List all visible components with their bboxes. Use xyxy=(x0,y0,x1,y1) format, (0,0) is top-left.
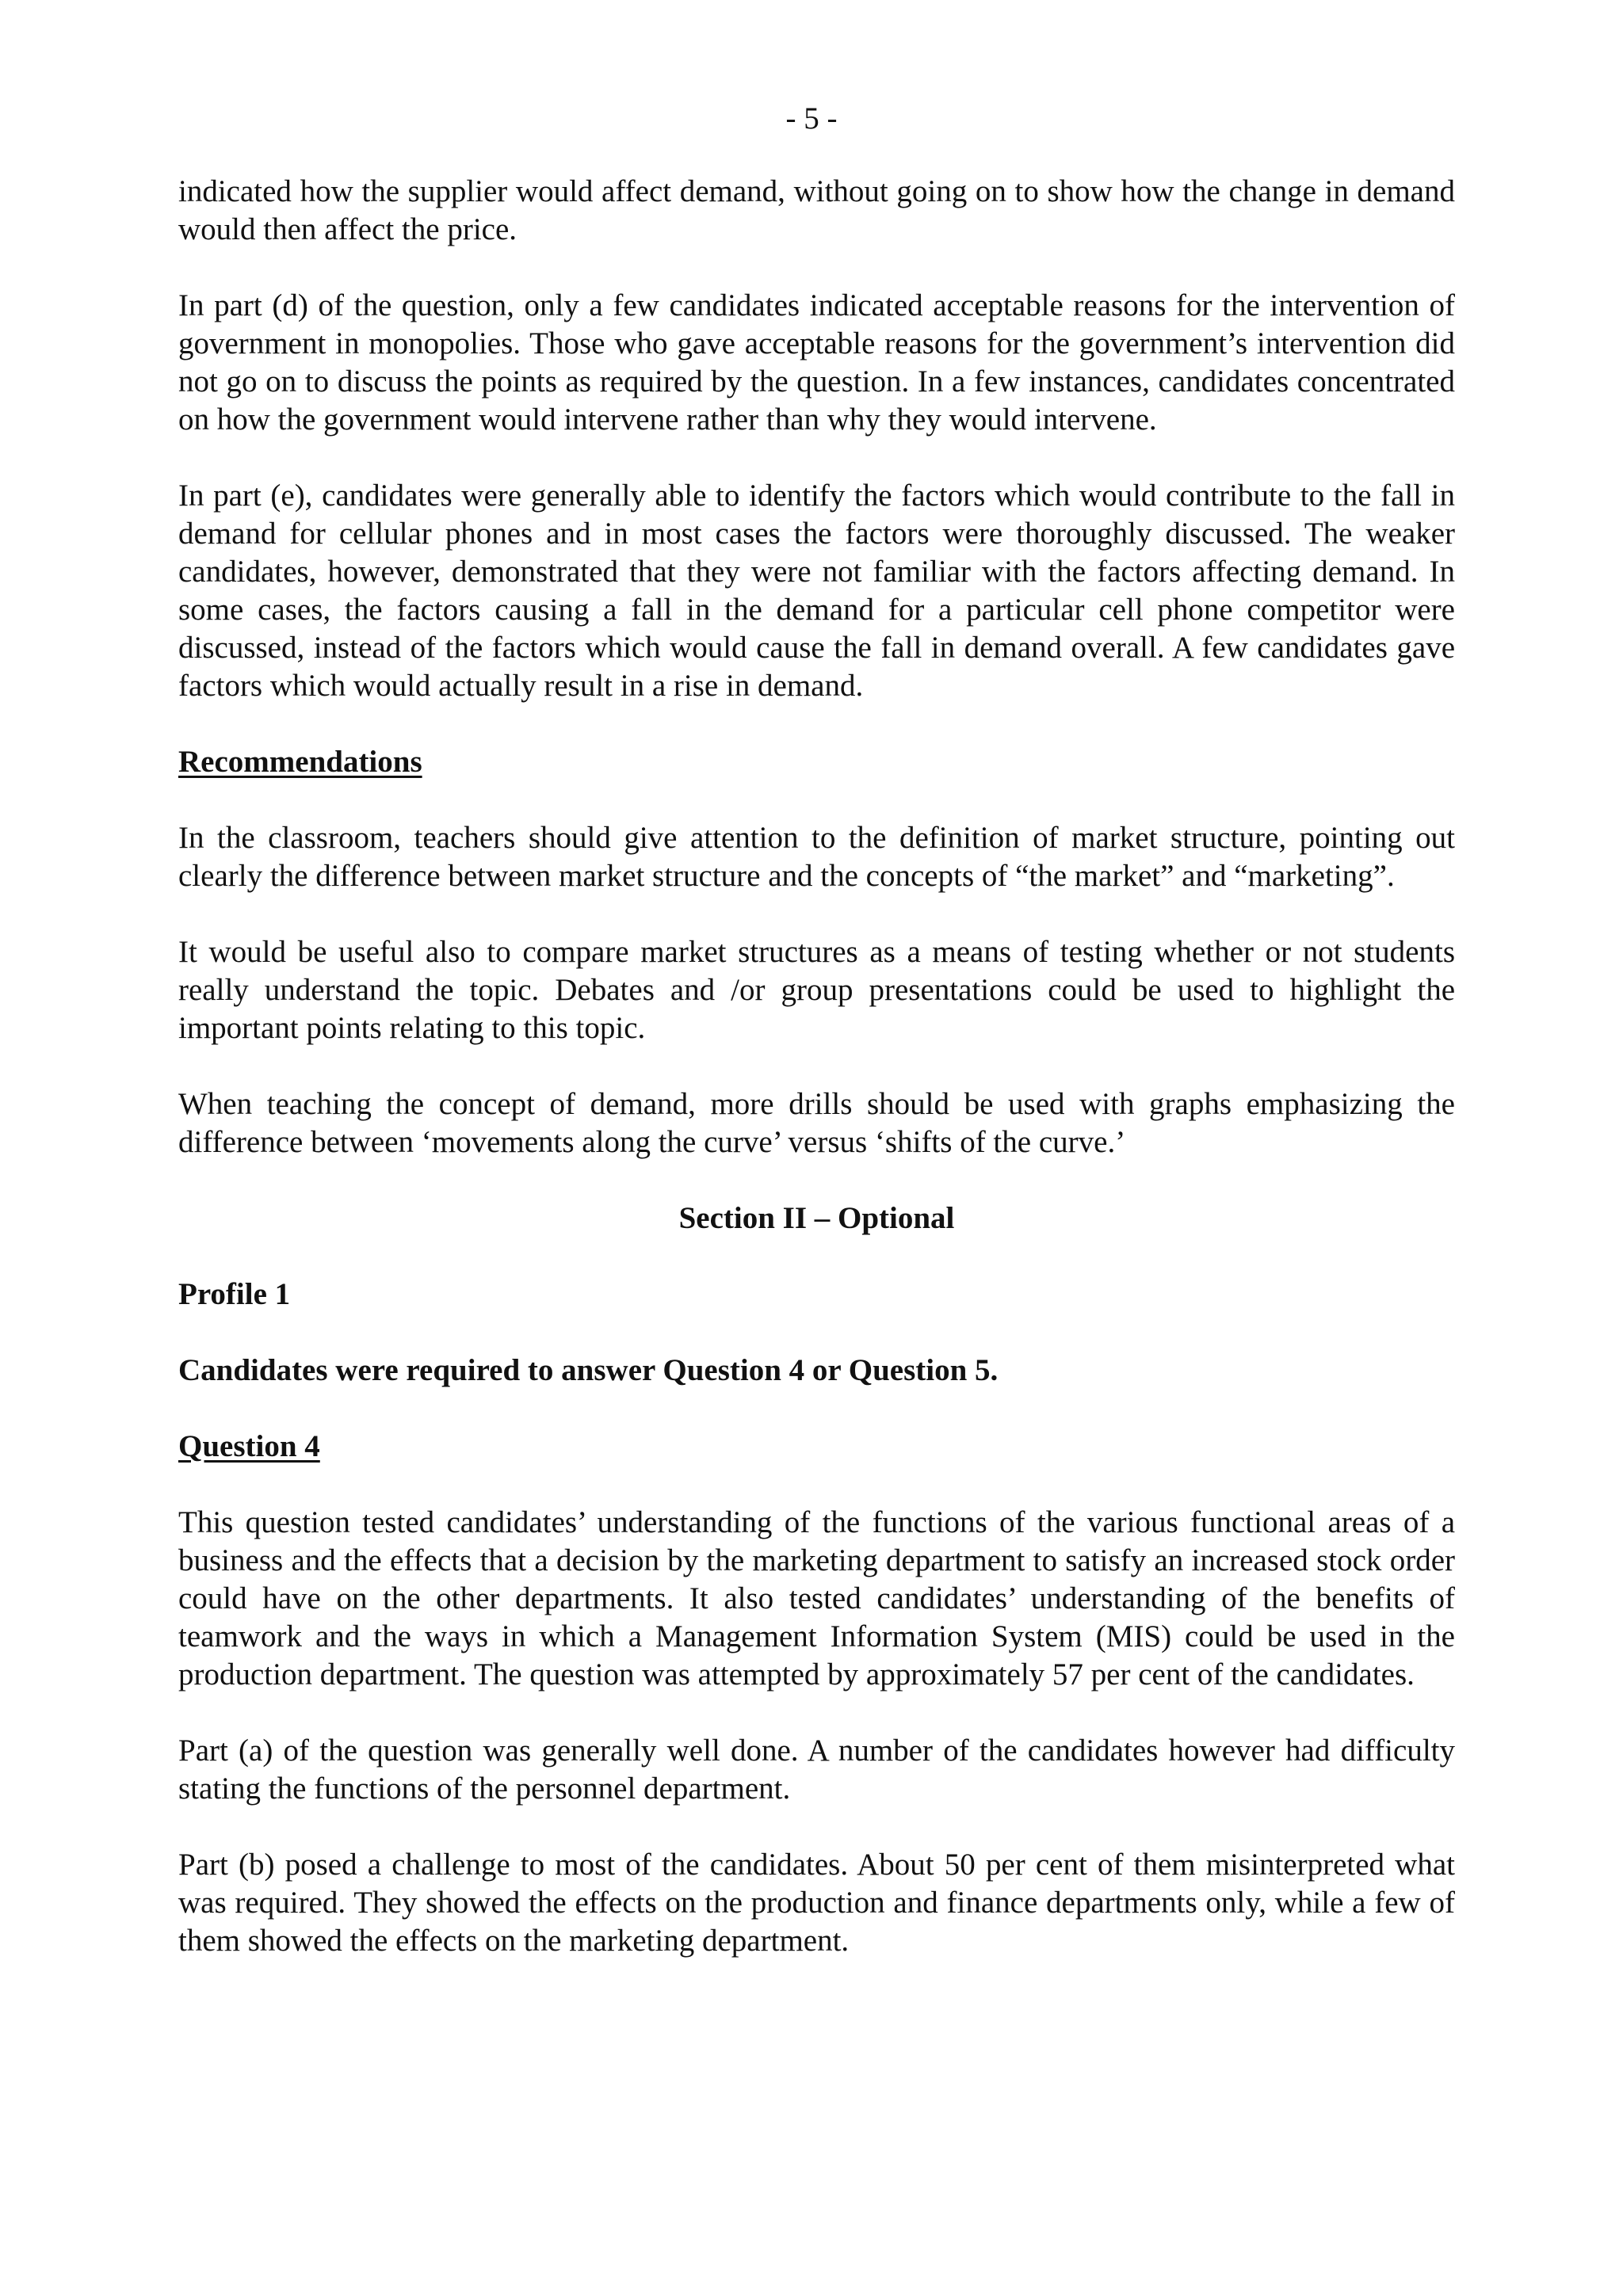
paragraph-part-e: In part (e), candidates were generally able to identify the factors which would contribute to the fall in demand for cellular phones and in most cases the factors were thoroughly discussed. The weaker candidates, however, demonstrated that they were not familiar with the factors affecting demand. In some cases, the factors causing a fall in the demand for a particular cell phone competitor were discussed, instead of the factors which would cause the fall in demand overall. A few candidates gave factors which would actually result in a rise in demand. xyxy=(178,479,1455,703)
paragraph-demand-price: indicated how the supplier would affect demand, without going on to show how the change in demand would then affect the price. xyxy=(178,174,1455,246)
paragraph-compare-structures: It would be useful also to compare market structures as a means of testing whether or not students really understand the topic. Debates and /or group presentations could be used to highlight the important points relating to this topic. xyxy=(178,935,1455,1045)
paragraph-part-a: Part (a) of the question was generally well done. A number of the candidates however had difficulty stating the functions of the personnel department. xyxy=(178,1733,1455,1806)
paragraph-market-structure: In the classroom, teachers should give attention to the definition of market structure, pointing out clearly the difference between market structure and the concepts of “the market” and “marketing”. xyxy=(178,821,1455,893)
instruction-heading: Candidates were required to answer Question 4 or Question 5. xyxy=(178,1353,999,1387)
paragraph-demand-drills: When teaching the concept of demand, more drills should be used with graphs emphasizing the difference between ‘movements along the curve’ versus ‘shifts of the curve.’ xyxy=(178,1087,1455,1159)
document-body xyxy=(178,173,1455,1960)
paragraph-question-overview: This question tested candidates’ understanding of the functions of the various functional areas of a business and the effects that a decision by the marketing department to satisfy an increased stock order could have on the other departments. It also tested candidates’ understanding of the benefits of teamwork and the ways in which a Management Information System (MIS) could be used in the production department. The question was attempted by approximately 57 per cent of the candidates. xyxy=(178,1505,1455,1691)
question-heading-text: Question 4 xyxy=(178,1429,320,1463)
paragraph-part-d: In part (d) of the question, only a few candidates indicated acceptable reasons for the intervention of government in monopolies. Those who gave acceptable reasons for the government’s intervention did not go on to discuss the points as required by the question. In a few instances, candidates concentrated on how the government would intervene rather than why they would intervene. xyxy=(178,288,1455,437)
recommendations-heading xyxy=(178,743,1455,781)
recommendations-heading-text: Recommendations xyxy=(178,745,422,779)
question-heading xyxy=(178,1428,1455,1466)
profile-heading: Profile 1 xyxy=(178,1277,291,1311)
paragraph-part-b: Part (b) posed a challenge to most of the candidates. About 50 per cent of them misinterpreted what was required. They showed the effects on the production and finance departments only, while a few of them showed the effects on the marketing department. xyxy=(178,1848,1455,1958)
section-heading: Section II – Optional xyxy=(678,1201,955,1235)
page-number: - 5 - xyxy=(785,101,838,135)
